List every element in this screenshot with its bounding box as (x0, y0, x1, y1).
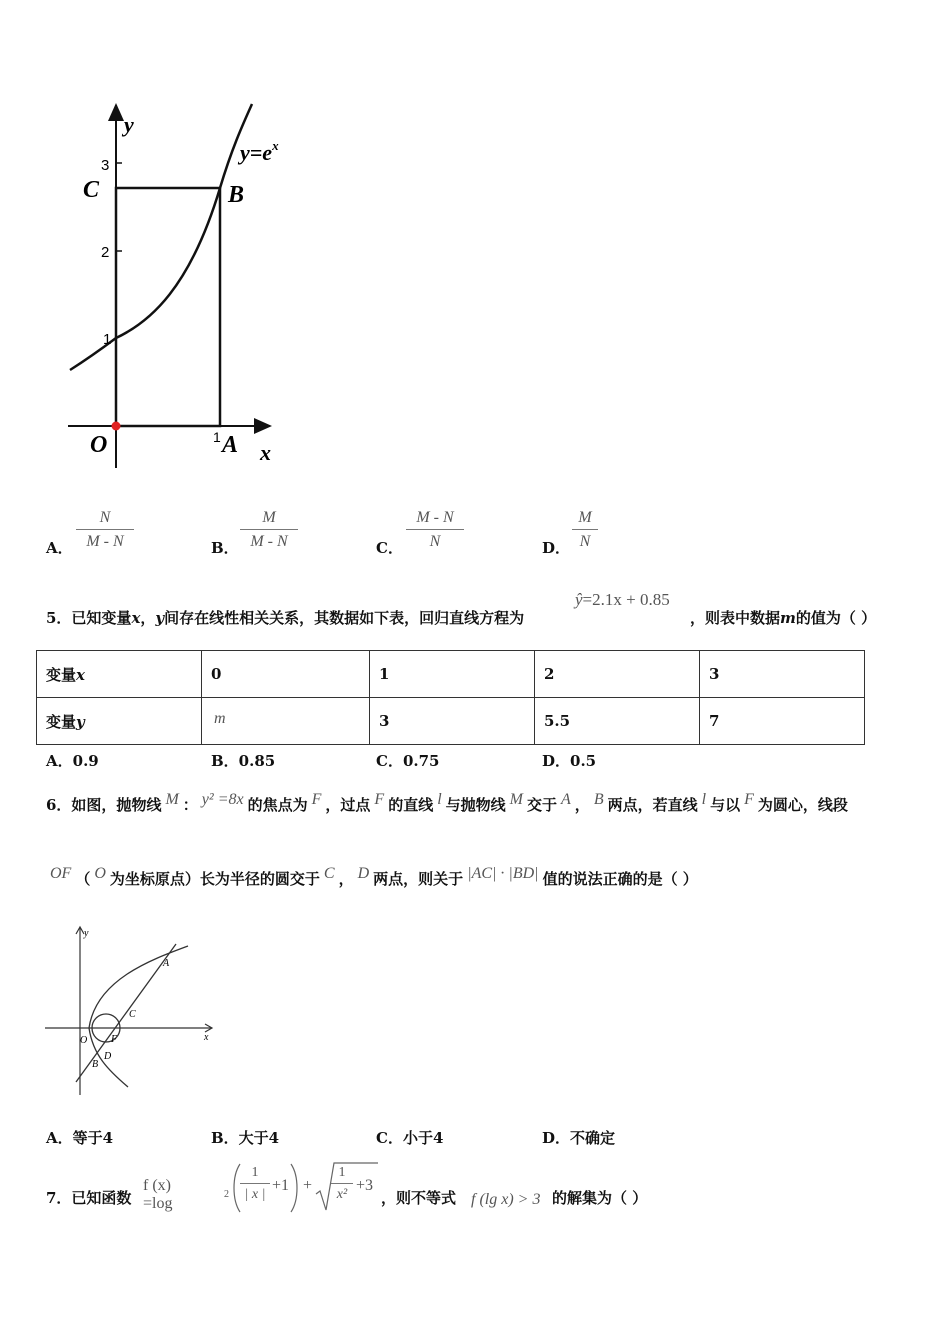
q5-stem-end: ，则表中数据m的值为（ ） (690, 609, 877, 627)
math-symbol: OF (50, 865, 72, 882)
point-c-label: C (83, 177, 100, 203)
stem-text: 两点，则关于 (373, 870, 464, 888)
origin-dot (112, 422, 121, 431)
fraction: 1 | x | (240, 1165, 270, 1203)
math-symbol: F (744, 791, 754, 808)
svg-text:B: B (92, 1059, 99, 1070)
math-symbol: A (561, 791, 571, 808)
stem-text: ，过点 (325, 796, 371, 814)
svg-text:A: A (163, 958, 170, 969)
math-symbol: F (374, 791, 385, 808)
stem-text: 与以 (710, 796, 741, 814)
q6-option-d[interactable]: D．不确定 (542, 1129, 616, 1147)
q5-regression-equation: ŷ=2.1x + 0.85 (575, 590, 670, 609)
option-letter: B． (211, 539, 239, 557)
x-axis-label: x (260, 440, 271, 465)
table-cell: 3 (370, 698, 535, 745)
tick-label-y1: 1 (103, 331, 112, 348)
math-symbol: l (701, 791, 707, 808)
stem-text: 值的说法正确的是（ ） (542, 870, 698, 888)
point-a-label: A (222, 432, 239, 458)
q6-stem-line2 (46, 865, 698, 889)
svg-text:C: C (129, 1009, 136, 1020)
stem-text: ， (574, 796, 590, 814)
q6-option-c[interactable]: C．小于4 (376, 1129, 444, 1147)
option-letter: A． (46, 539, 73, 557)
svg-text:O: O (80, 1035, 88, 1046)
math-symbol: M (509, 791, 523, 808)
stem-text: 为坐标原点）长为半径的圆交于 (109, 870, 320, 888)
math-symbol: M (165, 791, 179, 808)
q7-stem-mid: ，则不等式 (381, 1189, 457, 1207)
y-axis-label: y (124, 112, 134, 137)
table-row (37, 698, 865, 745)
table-row (37, 651, 865, 698)
exponential-curve (70, 104, 252, 370)
svg-text:x: x (204, 1032, 209, 1043)
table-cell: 3 (700, 651, 865, 698)
svg-text:F: F (111, 1034, 118, 1045)
table-cell: 变量y (37, 698, 202, 745)
math-symbol: F (311, 791, 322, 808)
q7-inequality: f (lg x) > 3 (471, 1191, 541, 1208)
q7-stem: 7．已知函数 (46, 1189, 132, 1207)
q5-stem: 5．已知变量x，y间存在线性相关关系，其数据如下表，回归直线方程为 (46, 609, 525, 627)
stem-text: 交于 (527, 796, 558, 814)
stem-text: 的焦点为 (247, 796, 308, 814)
math-symbol: y² =8x (201, 791, 244, 808)
stem-text: ， (338, 870, 354, 888)
stem-text: （ (75, 870, 91, 888)
stem-text: 的直线 (388, 796, 434, 814)
tick-label-x1: 1 (213, 429, 221, 445)
math-symbol: C (323, 865, 335, 882)
q6-stem-line1 (46, 791, 848, 815)
q7-stem-end: 的解集为（ ） (552, 1189, 648, 1207)
math-symbol: O (94, 865, 106, 882)
option-letter: C． (376, 539, 403, 557)
math-symbol: |AC| · |BD| (467, 865, 539, 882)
table-cell: 0 (202, 651, 370, 698)
q5-option-d[interactable]: D．0.5 (542, 752, 597, 770)
table-cell: m (202, 698, 370, 745)
math-symbol: l (437, 791, 442, 808)
table-cell: 7 (700, 698, 865, 745)
rectangle-oabc (116, 188, 220, 426)
q5-option-c[interactable]: C．0.75 (376, 752, 440, 770)
table-cell: 1 (370, 651, 535, 698)
stem-text: 两点，若直线 (607, 796, 698, 814)
parabola (89, 946, 188, 1087)
svg-text:y: y (84, 928, 89, 939)
stem-text: 与抛物线 (445, 796, 506, 814)
origin-label: O (90, 432, 108, 458)
q5-data-table (36, 650, 865, 745)
math-symbol: D (357, 865, 370, 882)
fraction: M - N N (406, 509, 464, 551)
option-letter: D． (542, 539, 571, 557)
fraction: 1 x² (331, 1165, 353, 1203)
stem-text: 为圆心，线段 (757, 796, 848, 814)
figure-exponential-graph (60, 95, 310, 475)
tick-label-y2: 2 (101, 244, 110, 261)
math-symbol: B (593, 791, 604, 808)
q6-option-b[interactable]: B．大于4 (211, 1129, 280, 1147)
line-l (76, 944, 176, 1082)
curve-label: $y=e^x$ (240, 138, 279, 165)
table-cell: 5.5 (535, 698, 700, 745)
figure-parabola-circle (40, 922, 220, 1102)
fraction: N M - N (76, 509, 134, 551)
fraction: M M - N (240, 509, 298, 551)
table-cell: 2 (535, 651, 700, 698)
stem-text: ： (182, 796, 198, 814)
fraction: M N (572, 509, 598, 551)
tick-label-y3: 3 (101, 157, 110, 174)
stem-text: 6．如图，抛物线 (46, 796, 162, 814)
table-cell: 变量x (37, 651, 202, 698)
q5-option-a[interactable]: A．0.9 (46, 752, 99, 770)
svg-text:D: D (104, 1051, 112, 1062)
point-b-label: B (228, 182, 245, 208)
q5-option-b[interactable]: B．0.85 (211, 752, 276, 770)
q6-option-a[interactable]: A．等于4 (46, 1129, 114, 1147)
